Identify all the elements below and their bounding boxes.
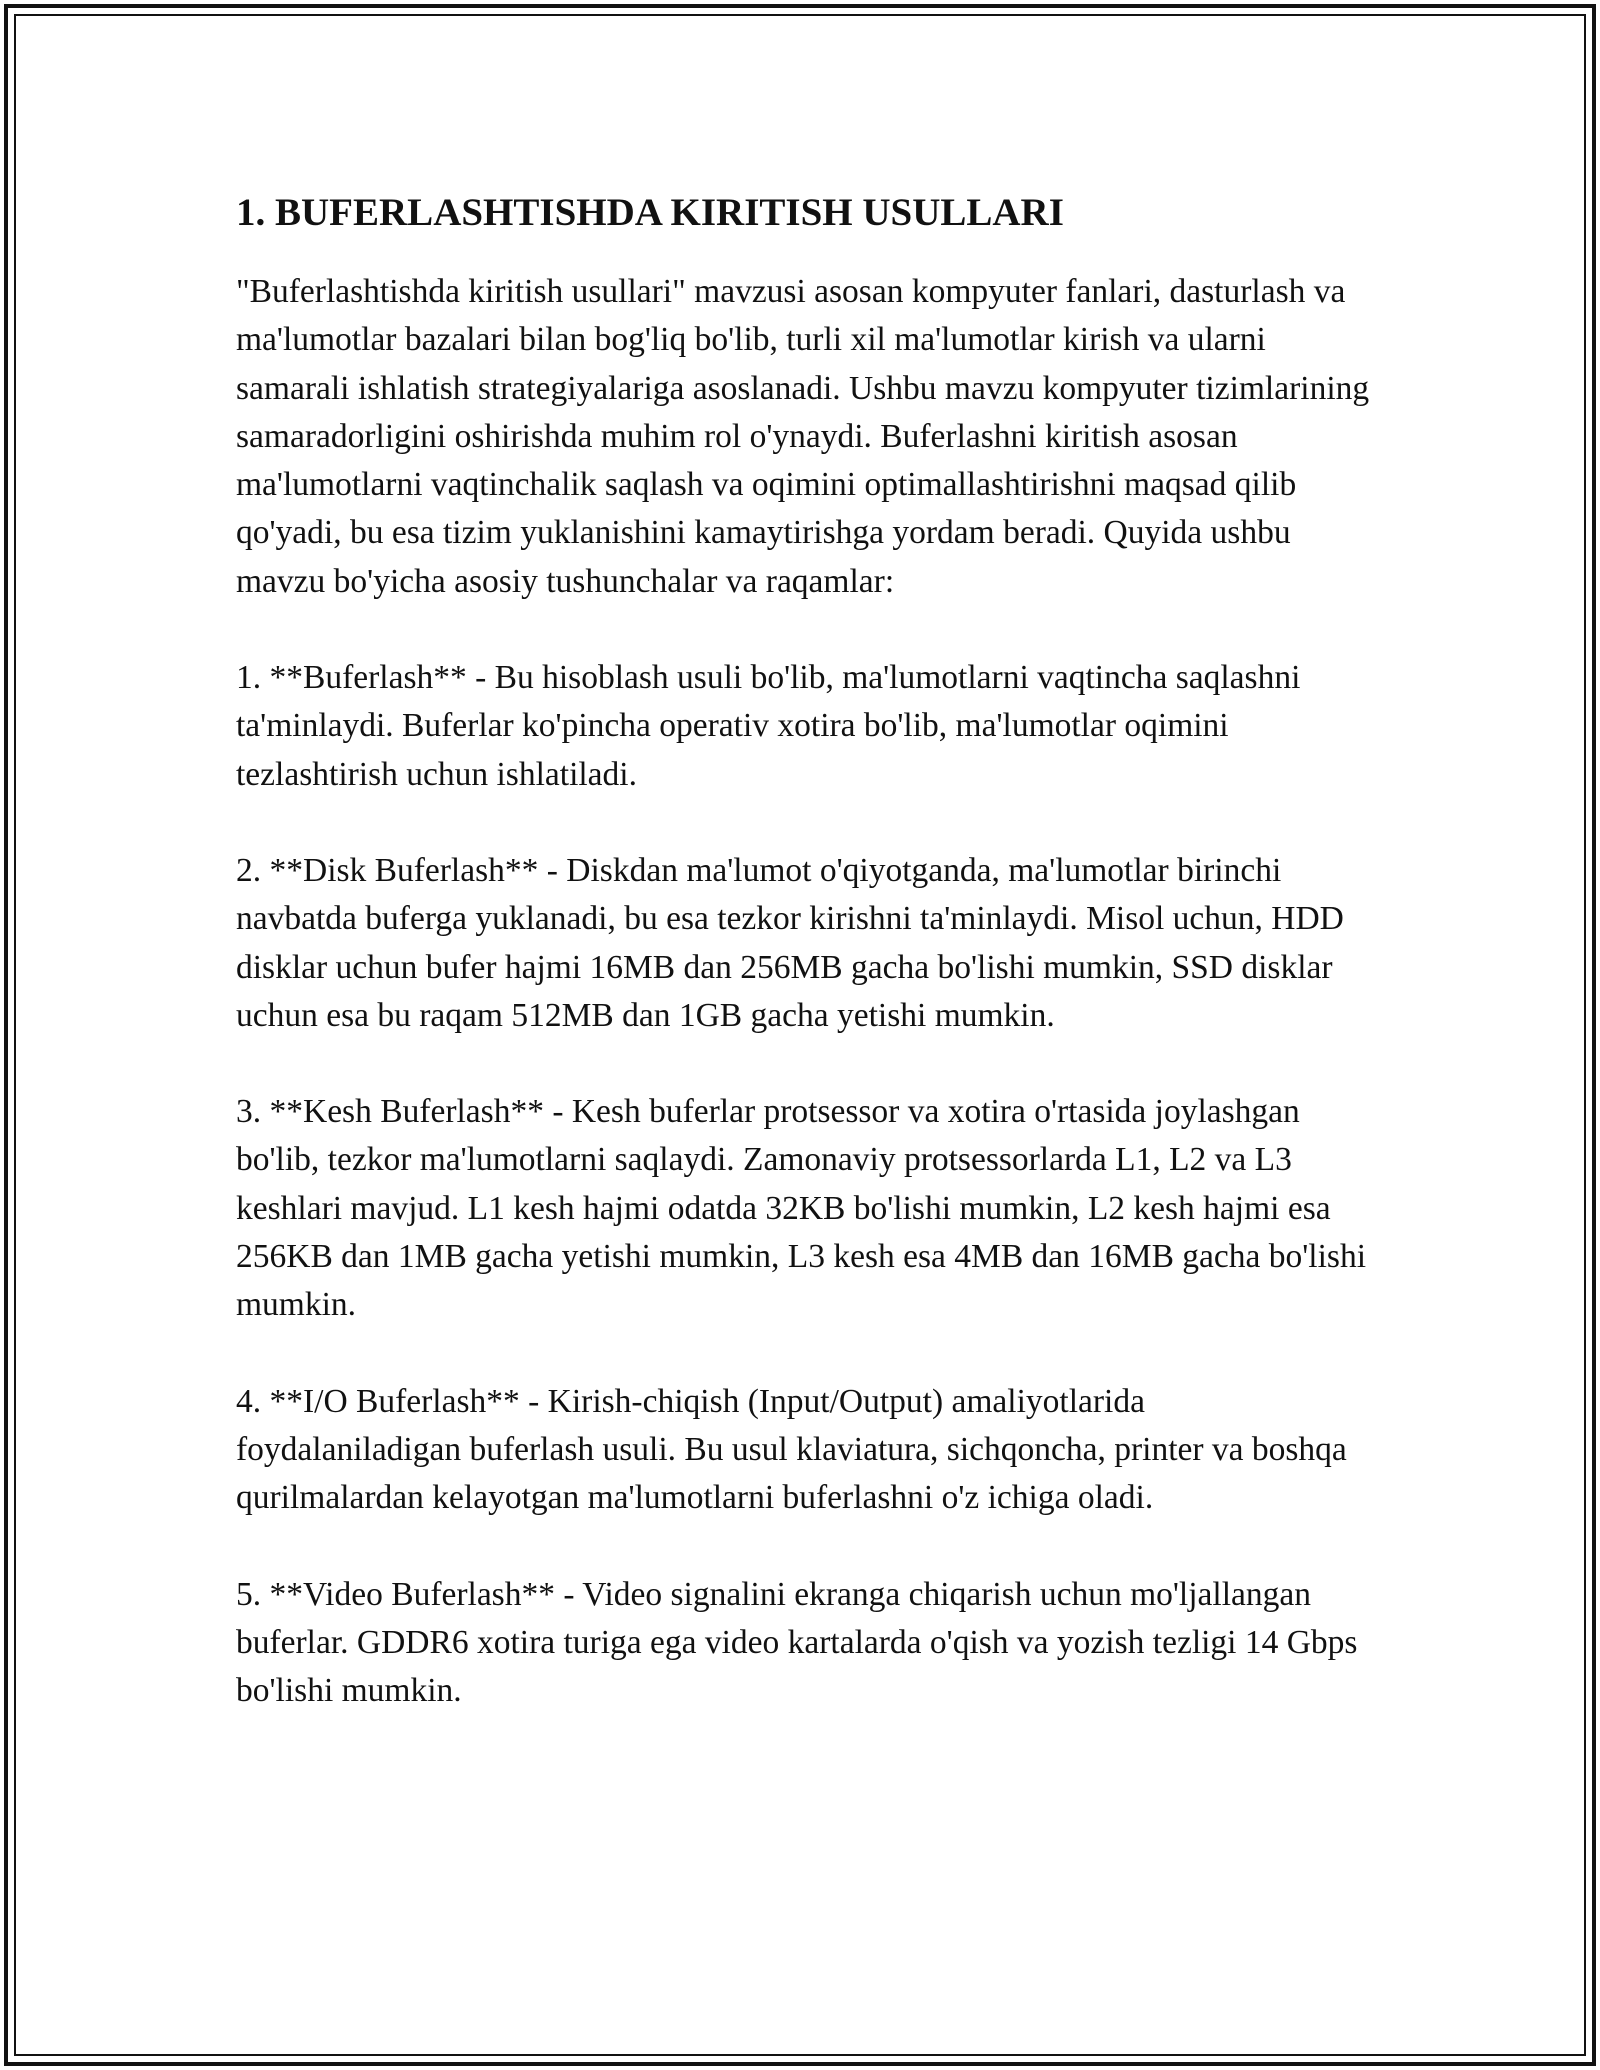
document-body <box>236 184 1376 1763</box>
list-item-io-buferlash: 4. **I/O Buferlash** - Kirish-chiqish (Input/Output) amaliyotlarida foydalaniladigan buferlash usuli. Bu usul klaviatura, sichqoncha, printer va boshqa qurilmalardan kelayotgan ma'lumotlarni buferlashni o'z ichiga oladi. <box>236 1382 1347 1517</box>
intro-paragraph: "Buferlashtishda kiritish usullari" mavzusi asosan kompyuter fanlari, dasturlash va ma'lumotlar bazalari bilan bog'liq bo'lib, turli xil ma'lumotlar kirish va ularni samarali ishlatish strategiyalariga asoslanadi. Ushbu mavzu kompyuter tizimlarining samaradorligini oshirishda muhim rol o'ynaydi. Buferlashni kiritish asosan ma'lumotlarni vaqtinchalik saqlash va oqimini optimallashtirishni maqsad qilib qo'yadi, bu esa tizim yuklanishini kamaytirishga yordam beradi. Quyida ushbu mavzu bo'yicha asosiy tushunchalar va raqamlar: <box>236 273 1370 600</box>
list-item-buferlash: 1. **Buferlash** - Bu hisoblash usuli bo'lib, ma'lumotlarni vaqtincha saqlashni ta'minlaydi. Buferlar ko'pincha operativ xotira bo'lib, ma'lumotlar oqimini tezlashtirish uchun ishlatiladi. <box>236 659 1301 793</box>
document-title: 1. BUFERLASHTISHDA KIRITISH USULLARI <box>236 191 1064 234</box>
list-item-kesh-buferlash: 3. **Kesh Buferlash** - Kesh buferlar protsessor va xotira o'rtasida joylashgan bo'lib, tezkor ma'lumotlarni saqlaydi. Zamonaviy protsessorlarda L1, L2 va L3 keshlari mavjud. L1 kesh hajmi odatda 32KB bo'lishi mumkin, L2 kesh hajmi esa 256KB dan 1MB gacha yetishi mumkin, L3 kesh esa 4MB dan 16MB gacha bo'lishi mumkin. <box>236 1093 1367 1324</box>
list-item-video-buferlash: 5. **Video Buferlash** - Video signalini ekranga chiqarish uchun mo'ljallangan buferlar. GDDR6 xotira turiga ega video kartalarda o'qish va yozish tezligi 14 Gbps bo'lishi mumkin. <box>236 1575 1358 1710</box>
list-item-disk-buferlash: 2. **Disk Buferlash** - Diskdan ma'lumot o'qiyotganda, ma'lumotlar birinchi navbatda buferga yuklanadi, bu esa tezkor kirishni ta'minlaydi. Misol uchun, HDD disklar uchun bufer hajmi 16MB dan 256MB gacha bo'lishi mumkin, SSD disklar uchun esa bu raqam 512MB dan 1GB gacha yetishi mumkin. <box>236 851 1344 1034</box>
